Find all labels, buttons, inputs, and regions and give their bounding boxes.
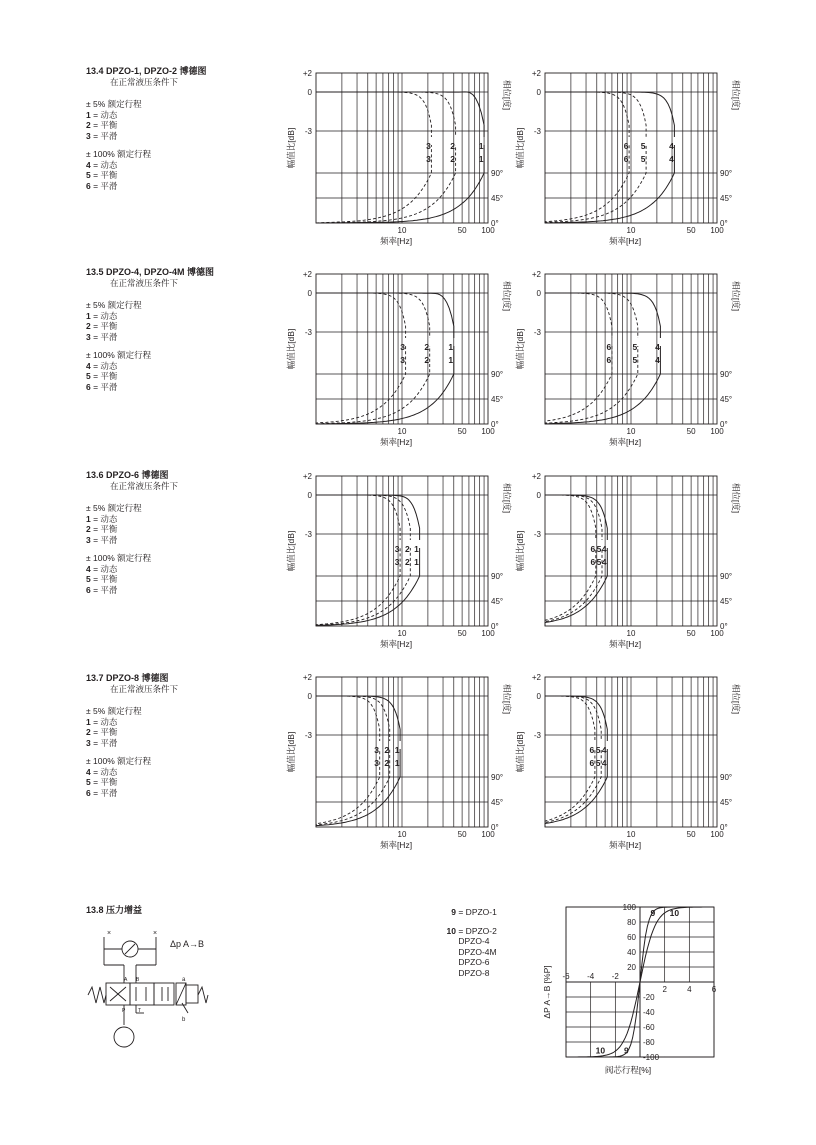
y2-axis-label: 相位[度]	[502, 79, 512, 111]
x-tick-label: 50	[457, 226, 467, 235]
legend-item: DPZO-8	[456, 967, 490, 978]
magnitude-curve-6	[545, 293, 612, 338]
solenoid-b-label: b	[182, 1017, 186, 1023]
y-axis-label: 幅值比[dB]	[286, 530, 296, 572]
y-tick-label: 0	[536, 491, 541, 500]
legend-item: 2 = 平衡	[86, 524, 118, 534]
series-label: 3	[426, 154, 431, 164]
series-label: 4	[669, 141, 674, 151]
y2-tick-label: 90°	[720, 572, 733, 581]
bode-chart-6	[515, 472, 741, 649]
x-tick-label: 10	[397, 830, 407, 839]
y-tick-label: +2	[302, 69, 312, 78]
series-label: 3	[374, 745, 380, 755]
phase-curve-6	[545, 145, 629, 223]
legend-item: 1 = 动态	[86, 310, 118, 321]
series-label: 1	[394, 745, 400, 755]
legend-item: 4 = 动态	[86, 563, 118, 574]
series-label: 5	[640, 141, 646, 151]
section-title: 13.8 压力增益	[86, 905, 143, 915]
y-axis-label: 幅值比[dB]	[286, 731, 296, 773]
series-label: 5	[632, 355, 638, 365]
port-b-label: B	[136, 977, 140, 983]
solenoid-a-label: a	[182, 977, 186, 983]
y2-tick-label: 45°	[720, 395, 733, 404]
magnitude-curve-6	[545, 696, 595, 741]
magnitude-curve-1	[316, 92, 484, 137]
y2-axis-label: 相位[度]	[731, 482, 741, 514]
grid	[316, 476, 488, 626]
legend-item: 5 = 平衡	[86, 371, 118, 381]
x-tick-label: 50	[457, 427, 467, 436]
legend-item: 10 = DPZO-2	[446, 925, 497, 936]
phase-curve-1	[316, 145, 484, 223]
series-label: 1	[414, 544, 419, 554]
y2-tick-label: 0°	[720, 219, 728, 228]
series-label: 1	[478, 154, 484, 164]
x-tick-label: 50	[457, 830, 467, 839]
magnitude-curve-2	[316, 495, 410, 540]
y-tick-label: 80	[627, 918, 636, 927]
y-axis-label: 幅值比[dB]	[286, 127, 296, 169]
y2-axis-label: 相位[度]	[502, 482, 512, 514]
phase-curve-4	[545, 145, 674, 223]
legend-item: DPZO-4	[456, 936, 490, 946]
series-label: 3	[394, 544, 400, 554]
legend-item: 4 = 动态	[86, 360, 118, 371]
x-axis-label: 频率[Hz]	[608, 437, 642, 447]
series-label: 6	[623, 154, 629, 164]
x-tick-label: 6	[711, 985, 717, 994]
series-label: 5	[632, 342, 638, 352]
x-tick-label: 4	[687, 985, 692, 994]
x-tick-label: 50	[457, 629, 467, 638]
x-tick-label: 10	[397, 226, 407, 235]
x-tick-label: 100	[481, 830, 495, 839]
y2-tick-label: 0°	[720, 420, 728, 429]
magnitude-curve-4	[545, 696, 607, 741]
magnitude-curve-4	[545, 92, 674, 137]
phase-curve-5	[545, 346, 638, 424]
section-subtitle: 在正常液压条件下	[110, 683, 179, 694]
section-13-8	[86, 905, 276, 916]
x-tick-label: -6	[562, 972, 570, 981]
x-tick-label: 100	[481, 629, 495, 638]
x-tick-label: 100	[710, 830, 724, 839]
y-tick-label: 20	[627, 963, 636, 972]
y-tick-label: 40	[627, 948, 636, 957]
legend-item: 2 = 平衡	[86, 321, 118, 331]
legend-item: DPZO-6	[456, 957, 490, 967]
series-label: 1	[478, 141, 484, 151]
y2-tick-label: 45°	[491, 194, 504, 203]
series-label: 5	[640, 154, 646, 164]
y2-tick-label: 90°	[491, 169, 504, 178]
x-tick-label: 100	[710, 427, 724, 436]
y2-tick-label: 45°	[491, 798, 504, 807]
y-tick-label: -40	[643, 1008, 655, 1017]
legend-item: 3 = 平滑	[86, 534, 118, 545]
port-a-label: A	[124, 977, 128, 983]
section-subtitle: 在正常液压条件下	[110, 480, 179, 491]
legend-item: 5 = 平衡	[86, 170, 118, 180]
series-label: 6	[623, 141, 629, 151]
y-axis-label: 幅值比[dB]	[515, 127, 525, 169]
y-tick-label: -3	[304, 328, 312, 337]
y2-tick-label: 90°	[491, 572, 504, 581]
series-label: 4	[669, 154, 674, 164]
legend-item: DPZO-4M	[456, 946, 497, 957]
magnitude-curve-4	[545, 495, 607, 540]
phase-curve-6	[545, 749, 595, 827]
series-label: 6	[590, 544, 596, 554]
x-axis-label: 频率[Hz]	[608, 840, 642, 850]
x-tick-label: 100	[710, 226, 724, 235]
series-label: 4	[655, 342, 660, 352]
y-tick-label: +2	[531, 472, 541, 481]
group-label: ± 100% 额定行程	[86, 553, 152, 563]
y2-tick-label: 45°	[720, 798, 733, 807]
y-axis-label: 幅值比[dB]	[286, 328, 296, 370]
x-tick-label: 10	[626, 226, 636, 235]
series-label: 1	[414, 557, 419, 567]
y2-tick-label: 0°	[720, 622, 728, 631]
x-tick-label: 50	[686, 226, 696, 235]
x-tick-label: 50	[686, 629, 696, 638]
section-subtitle: 在正常液压条件下	[110, 76, 179, 87]
y2-tick-label: 45°	[491, 597, 504, 606]
series-label: 3	[400, 342, 405, 352]
grid	[545, 73, 717, 223]
legend-item: 5 = 平衡	[86, 777, 118, 787]
legend-item: 2 = 平衡	[86, 727, 118, 737]
x-axis-label: 频率[Hz]	[379, 639, 413, 649]
y-tick-label: 0	[307, 491, 312, 500]
y-tick-label: -80	[643, 1038, 655, 1047]
svg-text:×: ×	[153, 930, 158, 937]
series-label: 2	[450, 154, 455, 164]
legend-item: 3 = 平滑	[86, 130, 118, 141]
series-label: 5	[595, 758, 601, 768]
magnitude-curve-6	[545, 495, 596, 540]
legend-item: 6 = 平滑	[86, 584, 118, 595]
bode-chart-5	[286, 472, 512, 649]
magnitude-curve-3	[316, 293, 406, 338]
series-label: 1	[448, 355, 454, 365]
legend-item: 3 = 平滑	[86, 331, 118, 342]
y2-tick-label: 90°	[491, 370, 504, 379]
magnitude-curve-6	[545, 92, 629, 137]
y2-axis-label: 相位[度]	[731, 79, 741, 111]
y-tick-label: 60	[627, 933, 636, 942]
x-tick-label: 10	[626, 629, 636, 638]
legend-item: 1 = 动态	[86, 513, 118, 524]
x-tick-label: 10	[397, 427, 407, 436]
magnitude-curve-3	[316, 92, 431, 137]
legend-item: 5 = 平衡	[86, 574, 118, 584]
y-tick-label: 0	[536, 692, 541, 701]
y2-axis-label: 相位[度]	[502, 683, 512, 715]
y-axis-label: ΔP A→B [%P]	[542, 965, 552, 1019]
x-tick-label: 2	[662, 985, 667, 994]
bode-chart-8	[515, 673, 741, 850]
legend-item: 3 = 平滑	[86, 737, 118, 748]
series-label: 4	[601, 758, 607, 768]
legend-item: 4 = 动态	[86, 159, 118, 170]
series-label: 9	[650, 908, 656, 918]
phase-curve-3	[316, 346, 406, 424]
magnitude-curve-1	[316, 293, 454, 338]
x-tick-label: 10	[626, 427, 636, 436]
y-tick-label: 0	[307, 692, 312, 701]
y2-tick-label: 0°	[491, 622, 499, 631]
y-tick-label: -100	[643, 1053, 660, 1062]
x-axis-label: 频率[Hz]	[608, 639, 642, 649]
legend-item: 6 = 平滑	[86, 180, 118, 191]
series-label: 10	[669, 908, 680, 918]
y2-axis-label: 相位[度]	[731, 280, 741, 312]
legend-item: 6 = 平滑	[86, 381, 118, 392]
y-tick-label: 0	[307, 289, 312, 298]
y-tick-label: +2	[531, 673, 541, 682]
y2-axis-label: 相位[度]	[502, 280, 512, 312]
series-label: 1	[448, 342, 454, 352]
x-tick-label: 100	[481, 226, 495, 235]
delta-p-label: Δp A→B	[170, 939, 205, 949]
y2-axis-label: 相位[度]	[731, 683, 741, 715]
magnitude-curve-2	[316, 92, 456, 137]
series-label: 2	[404, 557, 410, 567]
series-label: 3	[400, 355, 405, 365]
bode-chart-2	[515, 69, 741, 246]
magnitude-curve-1	[316, 696, 400, 741]
phase-curve-1	[316, 346, 454, 424]
series-label: 5	[596, 557, 602, 567]
series-label: 10	[595, 1045, 606, 1056]
group-label: ± 5% 额定行程	[86, 99, 142, 109]
y-tick-label: -3	[533, 127, 541, 136]
group-label: ± 5% 额定行程	[86, 503, 142, 513]
phase-curve-3	[316, 548, 400, 626]
port-t-label: T	[138, 1008, 142, 1014]
x-axis-label: 频率[Hz]	[608, 236, 642, 246]
y-tick-label: +2	[302, 673, 312, 682]
x-tick-label: 100	[710, 629, 724, 638]
grid	[545, 274, 717, 424]
bode-chart-4	[515, 270, 741, 447]
magnitude-curve-5	[545, 293, 638, 338]
group-label: ± 100% 额定行程	[86, 149, 152, 159]
x-axis-label: 频率[Hz]	[379, 437, 413, 447]
y2-tick-label: 90°	[720, 169, 733, 178]
y2-tick-label: 45°	[720, 194, 733, 203]
y2-tick-label: 45°	[720, 597, 733, 606]
group-label: ± 100% 额定行程	[86, 756, 152, 766]
y-tick-label: -3	[533, 328, 541, 337]
svg-text:×: ×	[107, 930, 112, 937]
phase-curve-6	[545, 548, 596, 626]
y2-tick-label: 0°	[720, 823, 728, 832]
y-tick-label: -3	[533, 731, 541, 740]
section-title: 13.4 DPZO-1, DPZO-2 博德图	[86, 66, 207, 76]
y-tick-label: -20	[643, 993, 655, 1002]
series-label: 6	[606, 342, 612, 352]
series-label: 2	[384, 745, 390, 755]
group-label: ± 100% 额定行程	[86, 350, 152, 360]
section-title: 13.6 DPZO-6 博德图	[86, 470, 169, 480]
x-tick-label: 100	[481, 427, 495, 436]
y2-tick-label: 0°	[491, 823, 499, 832]
x-tick-label: -2	[611, 972, 619, 981]
legend-item: 9 = DPZO-1	[451, 907, 497, 917]
series-label: 3	[374, 758, 380, 768]
y2-tick-label: 0°	[491, 219, 499, 228]
series-label: 2	[384, 758, 390, 768]
phase-curve-3	[316, 145, 431, 223]
y-tick-label: -60	[643, 1023, 655, 1032]
y2-tick-label: 90°	[720, 370, 733, 379]
series-label: 9	[623, 1045, 629, 1056]
legend-item: 6 = 平滑	[86, 787, 118, 798]
series-label: 4	[601, 745, 607, 755]
phase-curve-2	[316, 145, 456, 223]
x-tick-label: -4	[587, 972, 595, 981]
series-label: 1	[394, 758, 400, 768]
series-label: 2	[450, 141, 455, 151]
grid	[316, 73, 488, 223]
y-tick-label: -3	[304, 127, 312, 136]
magnitude-curve-2	[316, 696, 390, 741]
y-tick-label: 0	[536, 88, 541, 97]
magnitude-curve-3	[316, 696, 380, 741]
y-tick-label: 0	[536, 289, 541, 298]
bode-chart-1	[286, 69, 512, 246]
group-label: ± 5% 额定行程	[86, 300, 142, 310]
section-title: 13.7 DPZO-8 博德图	[86, 673, 169, 683]
y2-tick-label: 90°	[491, 773, 504, 782]
y-tick-label: +2	[531, 69, 541, 78]
y-tick-label: +2	[531, 270, 541, 279]
series-label: 6	[589, 745, 595, 755]
magnitude-curve-3	[316, 495, 400, 540]
grid	[545, 677, 717, 827]
x-axis-label: 阀芯行程[%]	[604, 1065, 652, 1075]
grid	[316, 677, 488, 827]
y-tick-label: +2	[302, 472, 312, 481]
y2-tick-label: 90°	[720, 773, 733, 782]
y-tick-label: 100	[622, 903, 636, 912]
series-label: 3	[426, 141, 431, 151]
y-tick-label: -3	[304, 530, 312, 539]
y2-tick-label: 0°	[491, 420, 499, 429]
bode-chart-7	[286, 673, 512, 850]
magnitude-curve-4	[545, 293, 660, 338]
y2-tick-label: 45°	[491, 395, 504, 404]
series-label: 3	[394, 557, 400, 567]
legend-item: 2 = 平衡	[86, 120, 118, 130]
series-label: 5	[596, 544, 602, 554]
y-axis-label: 幅值比[dB]	[515, 530, 525, 572]
phase-curve-2	[316, 346, 430, 424]
series-label: 6	[606, 355, 612, 365]
x-tick-label: 50	[686, 427, 696, 436]
x-tick-label: 10	[397, 629, 407, 638]
series-label: 4	[655, 355, 660, 365]
y-axis-label: 幅值比[dB]	[515, 328, 525, 370]
series-label: 2	[404, 544, 410, 554]
section-title: 13.5 DPZO-4, DPZO-4M 博德图	[86, 267, 215, 277]
x-axis-label: 频率[Hz]	[379, 840, 413, 850]
series-label: 2	[424, 342, 430, 352]
phase-curve-6	[545, 346, 612, 424]
magnitude-curve-2	[316, 293, 430, 338]
y-tick-label: 0	[307, 88, 312, 97]
y-tick-label: -3	[304, 731, 312, 740]
bode-chart-3	[286, 270, 512, 447]
x-axis-label: 频率[Hz]	[379, 236, 413, 246]
port-p-label: P	[122, 1008, 126, 1014]
series-label: 6	[589, 758, 595, 768]
series-label: 5	[595, 745, 601, 755]
group-label: ± 5% 额定行程	[86, 706, 142, 716]
x-tick-label: 10	[626, 830, 636, 839]
pressure-gain-chart	[530, 895, 730, 1090]
phase-curve-3	[316, 749, 380, 827]
y-axis-label: 幅值比[dB]	[515, 731, 525, 773]
series-label: 4	[601, 557, 607, 567]
series-label: 6	[590, 557, 596, 567]
section-subtitle: 在正常液压条件下	[110, 277, 179, 288]
legend-item: 1 = 动态	[86, 716, 118, 727]
legend-item: 1 = 动态	[86, 109, 118, 120]
grid	[545, 476, 717, 626]
legend-item: 4 = 动态	[86, 766, 118, 777]
series-label: 2	[424, 355, 430, 365]
series-label: 4	[601, 544, 607, 554]
x-tick-label: 50	[686, 830, 696, 839]
phase-curve-4	[545, 346, 660, 424]
y-tick-label: -3	[533, 530, 541, 539]
y-tick-label: +2	[302, 270, 312, 279]
